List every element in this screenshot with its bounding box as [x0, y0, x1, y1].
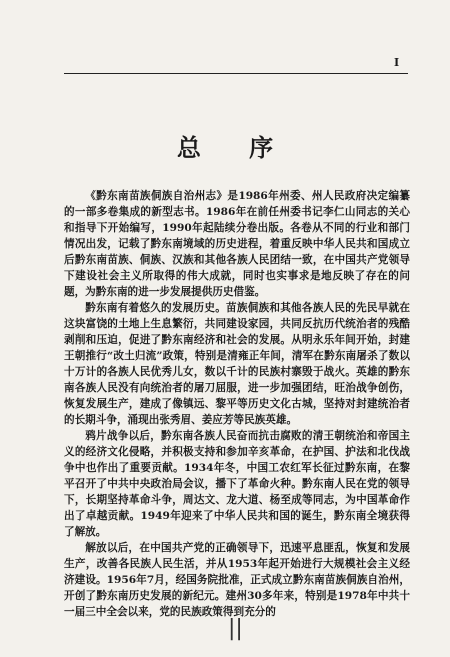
body-text [64, 188, 410, 620]
handwritten-mark: || [228, 616, 243, 641]
paragraph: 解放以后，在中国共产党的正确领导下，迅速平息匪乱，恢复和发展生产，改善各民族人民生活，并从1953年起开始进行大规模社会主义经济建设。1956年7月，经国务院批准，正式成立黔东南苗族侗族自治州，开创了黔东南历史发展的新纪元。建州30多年来，特别是1978年中共十一届三中全会以来，党的民族政策得到充分的 [64, 542, 410, 618]
paragraph: 《黔东南苗族侗族自治州志》是1986年州委、州人民政府决定编纂的一部多卷集成的新型志书。1986年在前任州委书记李仁山同志的关心和指导下开始编写，1990年起陆续分卷出版。各卷从不同的行业和部门情况出发，记载了黔东南境域的历史进程，着重反映中华人民共和国成立后黔东南苗族、侗族、汉族和其他各族人民团结一致，在中国共产党领导下建设社会主义所取得的伟大成就，同时也实事求是地反映了存在的问题，为黔东南的进一步发展提供历史借鉴。 [64, 190, 410, 298]
page-title: 总 序 [176, 133, 294, 162]
paragraph: 黔东南有着悠久的发展历史。苗族侗族和其他各族人民的先民早就在这块富饶的土地上生息繁衍，共同建设家园，共同反抗历代统治者的残酷剥削和压迫，促进了黔东南经济和社会的发展。从明永乐年间开始，封建王朝推行“改土归流”政策，特别是清雍正年间，清军在黔东南屠杀了数以十万计的各族人民优秀儿女，数以千计的民族村寨毁于战火。英雄的黔东南各族人民没有向统治者的屠刀屈服，进一步加强团结，旺治战争创伤，恢复发展生产，建成了像镇远、黎平等历史文化古城，坚持对封建统治者的长期斗争，涌现出张秀眉、姜应芳等民族英雄。 [64, 302, 410, 426]
header-rule [64, 73, 408, 74]
paragraph: 鸦片战争以后，黔东南各族人民奋而抗击腐败的清王朝统治和帝国主义的经济文化侵略，并积极支持和参加辛亥革命，在护国、护法和北伐战争中也作出了重要贡献。1934年冬，中国工农红军长征过黔东南，在黎平召开了中共中央政治局会议，播下了革命火种。黔东南人民在党的领导下，长期坚持革命斗争，周达文、龙大道、杨至成等同志，为中国革命作出了卓越贡献。1949年迎来了中华人民共和国的诞生，黔东南全境获得了解放。 [64, 430, 410, 538]
page-number: I [394, 56, 400, 69]
